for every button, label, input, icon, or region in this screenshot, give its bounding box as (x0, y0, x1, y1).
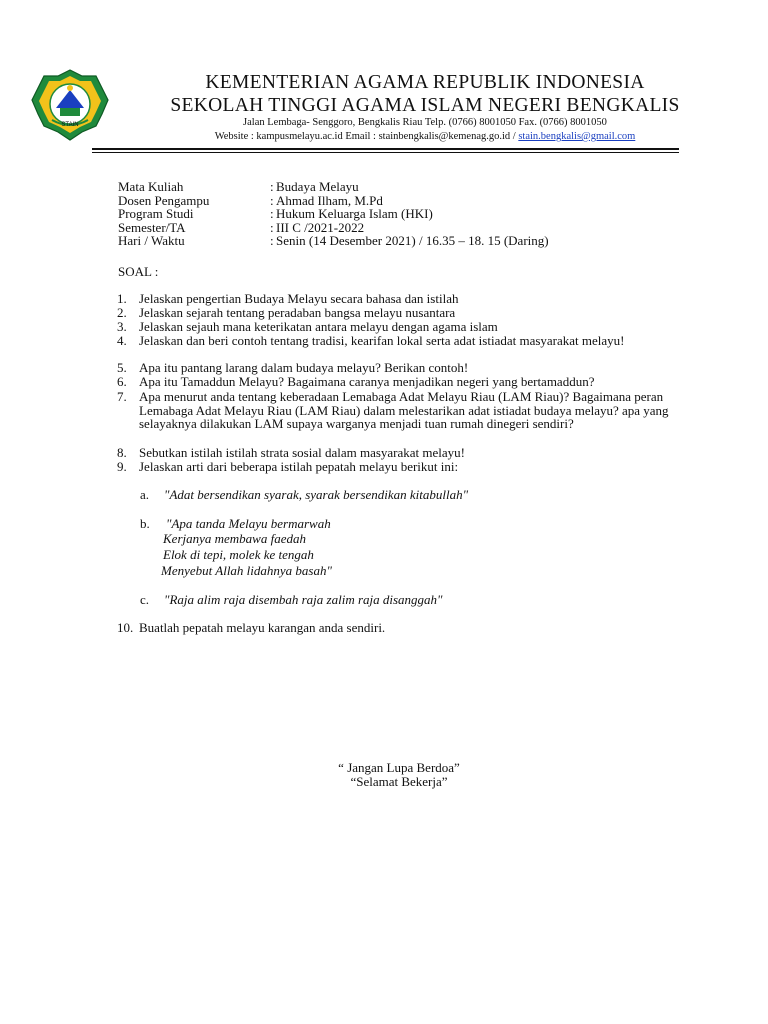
info-label: Mata Kuliah (118, 179, 184, 194)
question-number: 10. (117, 620, 134, 635)
question-number: 5. (117, 360, 127, 375)
info-label: Hari / Waktu (118, 233, 185, 248)
info-value: III C /2021-2022 (276, 219, 365, 235)
info-label: Program Studi (118, 206, 194, 221)
website-text: Website : kampusmelayu.ac.id Email : stainbengkalis@kemenag.go.id / (214, 131, 519, 142)
sub-item-c-text: "Raja alim raja disembah raja zalim raja disanggah" (164, 592, 443, 607)
question-text: Jelaskan dan beri contoh tentang tradisi, kearifan lokal serta adat istiadat masyarakat melayu! (139, 333, 625, 348)
info-sep: : (270, 219, 274, 235)
question-text: Apa itu pantang larang dalam budaya melayu? Berikan contoh! (139, 360, 469, 375)
question-number: 7. (117, 389, 127, 404)
question-number: 9. (117, 459, 127, 474)
closing-line-2 (0, 774, 768, 790)
stain-logo (30, 68, 110, 142)
info-label: Semester/TA (118, 219, 186, 235)
question-text: Apa menurut anda tentang keberadaan Lemabaga Adat Melayu Riau (LAM Riau)? Bagaimana peran Lemabaga Adat Melayu Riau (LAM Riau) dalam melestarikan adat istiadat budaya melayu? apa yang selayaknya dilakukan LAM supaya warganya menjadi tuan rumah dinegeri sendiri? (139, 389, 669, 431)
website-line (120, 131, 730, 142)
question-number: 8. (117, 445, 127, 460)
header-rule-thin (92, 152, 679, 153)
info-value: Ahmad Ilham, M.Pd (276, 192, 383, 208)
institution-title: SEKOLAH TINGGI AGAMA ISLAM NEGERI BENGKALIS (170, 95, 680, 116)
ministry-title: KEMENTERIAN AGAMA REPUBLIK INDONESIA (205, 72, 645, 93)
closing-text: “ Jangan Lupa Berdoa” (338, 760, 460, 775)
info-value: Budaya Melayu (276, 179, 359, 194)
info-sep: : (270, 192, 274, 208)
sub-item-b-line: "Apa tanda Melayu bermarwah (166, 516, 331, 531)
info-value: Hukum Keluarga Islam (HKI) (276, 206, 433, 221)
sub-item-c-label: c. (140, 592, 150, 607)
closing-text: “Selamat Bekerja” (350, 774, 448, 789)
question-number: 1. (117, 291, 127, 306)
sub-item-b-line: Elok di tepi, molek ke tengah (163, 547, 314, 562)
question-text: Jelaskan sejarah tentang peradaban bangsa melayu nusantara (139, 305, 456, 320)
question-number: 6. (117, 374, 127, 389)
logo-text: STAIN (61, 122, 79, 128)
question-text: Jelaskan arti dari beberapa istilah pepatah melayu berikut ini: (139, 459, 459, 474)
sub-item-a-label: a. (140, 487, 150, 502)
email-link[interactable]: stain.bengkalis@gmail.com (518, 131, 636, 142)
question-text: Sebutkan istilah istilah strata sosial dalam masyarakat melayu! (139, 445, 465, 460)
header-rule-thick (92, 148, 679, 150)
question-number: 2. (117, 305, 127, 320)
question-text: Jelaskan sejauh mana keterikatan antara melayu dengan agama islam (139, 319, 498, 334)
soal-heading: SOAL : (118, 264, 159, 279)
question-text: Jelaskan pengertian Budaya Melayu secara bahasa dan istilah (139, 291, 459, 306)
address-line: Jalan Lembaga- Senggoro, Bengkalis Riau Telp. (0766) 8001050 Fax. (0766) 8001050 (243, 117, 607, 128)
info-sep: : (270, 233, 274, 248)
info-label: Dosen Pengampu (118, 192, 210, 208)
info-sep: : (270, 206, 274, 221)
sub-item-b-line: Kerjanya membawa faedah (163, 531, 306, 546)
question-number: 4. (117, 333, 127, 348)
question-number: 3. (117, 319, 127, 334)
sub-item-b-label: b. (140, 516, 150, 531)
sub-item-a-text: "Adat bersendikan syarak, syarak bersendikan kitabullah" (164, 487, 469, 502)
question-text: Apa itu Tamaddun Melayu? Bagaimana caranya menjadikan negeri yang bertamaddun? (139, 374, 595, 389)
info-value: Senin (14 Desember 2021) / 16.35 – 18. 15 (Daring) (276, 233, 549, 248)
sub-item-b-line: Menyebut Allah lidahnya basah" (161, 563, 332, 578)
question-text: Buatlah pepatah melayu karangan anda sendiri. (139, 620, 386, 635)
info-sep: : (270, 179, 274, 194)
